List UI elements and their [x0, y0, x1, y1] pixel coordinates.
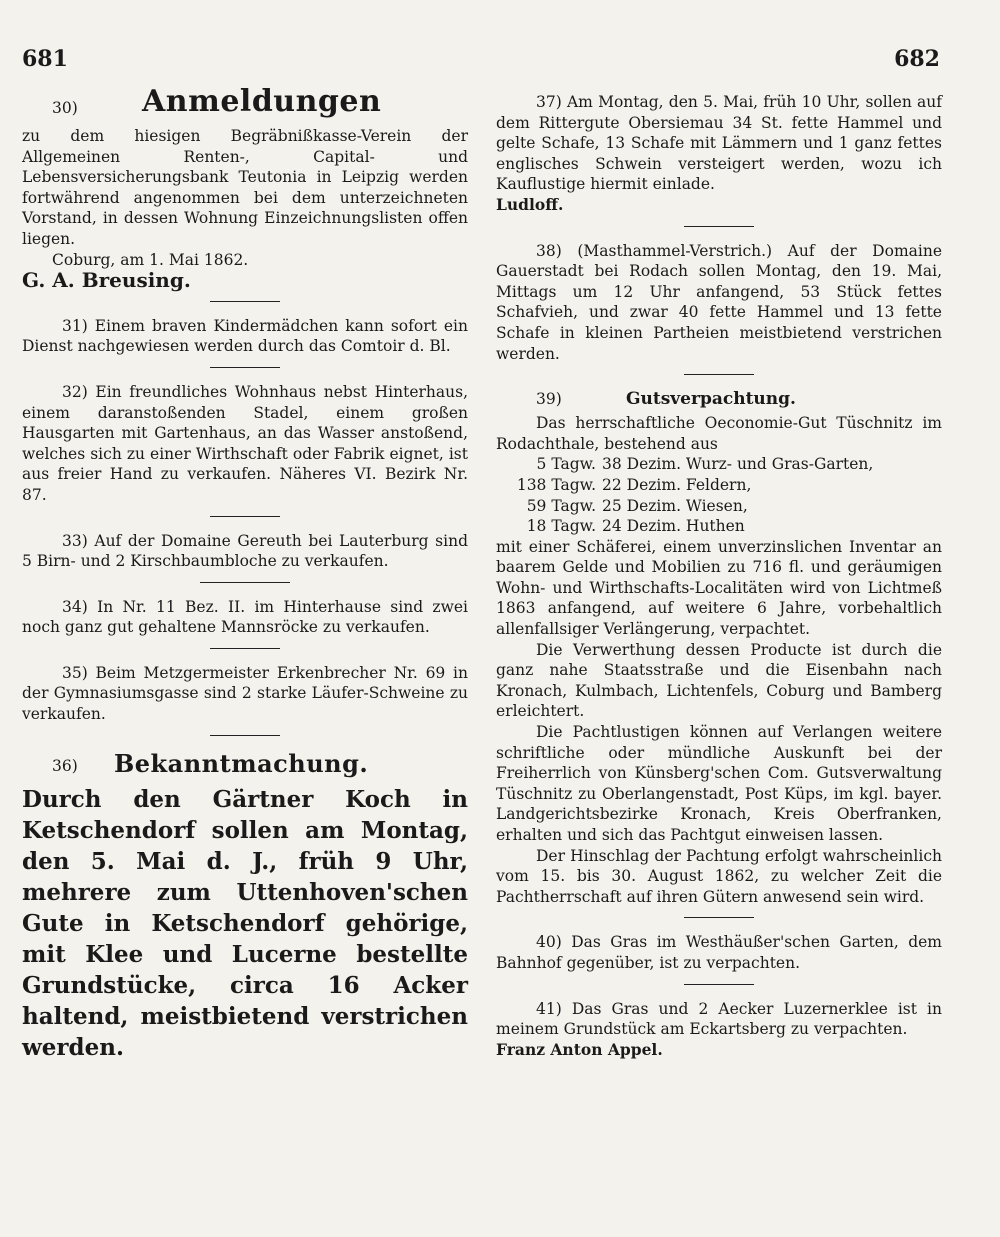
divider — [210, 301, 280, 302]
left-column — [22, 84, 468, 1073]
divider — [684, 917, 754, 918]
land-amount: 5 Tagw. — [536, 455, 596, 474]
notice-paragraph: mit einer Schäferei, einem unverzinslichen Inventar an baarem Gelde und Mobilien zu 716 fl. und geräumigen Wohn- und Wirthschafts-Localitäten wird von Lichtmeß 1863 anfangend, auf weitere 6 Jahre, vorbehaltlich allenfallsiger Verlängerung, verpachtet. — [496, 537, 942, 639]
notice-title: Bekanntmachung. — [114, 748, 369, 778]
divider — [684, 984, 754, 985]
notice-body: 34) In Nr. 11 Bez. II. im Hinterhause sind zwei noch ganz gut gehaltene Mannsröcke zu verkaufen. — [22, 597, 468, 637]
land-amount: 138 Tagw. — [516, 475, 596, 494]
land-description: 25 Dezim. Wiesen, — [602, 496, 748, 515]
notice-intro: Das herrschaftliche Oeconomie-Gut Tüschnitz im Rodachthale, bestehend aus — [496, 414, 942, 453]
notice-number: 36) — [52, 756, 78, 775]
notice-34 — [22, 597, 468, 638]
notice-place-date: Coburg, am 1. Mai 1862. — [52, 250, 249, 269]
notice-body: 38) (Masthammel-Verstrich.) Auf der Domaine Gauerstadt bei Rodach sollen Montag, den 19. Mai, Mittags um 12 Uhr anfangend, 53 Stück fettes Schafvieh, und zwar 40 fette Hammel und 13 fette Schafe in kleinen Partheien meistbietend verstrichen werden. — [496, 241, 942, 363]
land-amount: 59 Tagw. — [526, 496, 596, 515]
notice-39 — [496, 389, 942, 907]
notice-body: 31) Einem braven Kindermädchen kann sofort ein Dienst nachgewiesen werden durch das Comtoir d. Bl. — [22, 316, 468, 356]
right-column — [496, 92, 942, 1070]
notice-32 — [22, 382, 468, 506]
notice-40 — [496, 932, 942, 973]
divider — [684, 226, 754, 227]
land-row — [496, 516, 942, 537]
notice-paragraph: Die Verwerthung dessen Producte ist durch die ganz nahe Staatsstraße und die Eisenbahn nach Kronach, Kulmbach, Lichtenfels, Coburg und Bamberg erleichtert. — [496, 640, 942, 721]
divider — [210, 735, 280, 736]
land-row — [496, 475, 942, 496]
notice-paragraph: Die Pachtlustigen können auf Verlangen weitere schriftliche oder mündliche Auskunft bei der Freiherrlich von Künsberg'schen Com. Gutsverwaltung Tüschnitz zu Oberlangenstadt, Post Küps, im kgl. bayer. Landgerichtsbezirke Kronach, Kreis Oberfranken, erhalten und sich das Pachtgut einweisen lassen. — [496, 723, 942, 844]
land-amount: 18 Tagw. — [526, 517, 596, 536]
notice-signature: Franz Anton Appel. — [496, 1039, 663, 1059]
notice-body: Durch den Gärtner Koch in Ketschendorf sollen am Montag, den 5. Mai d. J., früh 9 Uhr, mehrere zum Uttenhoven'schen Gute in Ketschendorf gehörige, mit Klee und Lucerne bestellte Grundstücke, circa 16 Acker haltend, meistbietend verstrichen werden. — [22, 785, 468, 1061]
land-description: 24 Dezim. Huthen — [602, 517, 745, 536]
notice-body: 35) Beim Metzgermeister Erkenbrecher Nr. 69 in der Gymnasiumsgasse sind 2 starke Läufer-Schweine zu verkaufen. — [22, 663, 468, 724]
notice-38 — [496, 241, 942, 365]
notice-title: Gutsverpachtung. — [626, 389, 796, 410]
notice-31 — [22, 316, 468, 357]
notice-number: 39) — [536, 390, 562, 409]
notice-33 — [22, 531, 468, 572]
notice-paragraph: Der Hinschlag der Pachtung erfolgt wahrscheinlich vom 15. bis 30. August 1862, zu welcher Zeit die Pachtherrschaft auf ihren Gütern anwesend sein wird. — [496, 846, 942, 906]
notice-signature: G. A. Breusing. — [22, 268, 191, 293]
notice-body: 41) Das Gras und 2 Aecker Luzernerklee ist in meinem Grundstück am Eckartsberg zu verpachten. — [496, 999, 942, 1039]
page-number-left: 681 — [22, 46, 68, 72]
notice-35 — [22, 663, 468, 725]
notice-body: 37) Am Montag, den 5. Mai, früh 10 Uhr, sollen auf dem Rittergute Obersiemau 34 St. fette Hammel und gelte Schafe, 13 Schafe mit Lämmern und 1 ganz fettes englisches Schwein versteigert werden, wozu ich Kauflustige hiermit einlade. — [496, 93, 942, 194]
land-description: 22 Dezim. Feldern, — [602, 475, 752, 494]
notice-41 — [496, 999, 942, 1061]
notice-body: 32) Ein freundliches Wohnhaus nebst Hinterhaus, einem daranstoßenden Stadel, einem großen Hausgarten mit Gartenhaus, an das Wasser anstoßend, welches sich zu einer Wirthschaft oder Fabrik eignet, ist aus freier Hand zu verkaufen. Näheres VI. Bezirk Nr. 87. — [22, 382, 468, 504]
notice-number: 30) — [52, 99, 78, 117]
divider — [200, 582, 290, 583]
notice-36 — [22, 750, 468, 1063]
page-number-right: 682 — [894, 46, 940, 72]
notice-37 — [496, 92, 942, 216]
notice-signature: Ludloff. — [496, 194, 564, 214]
divider — [210, 648, 280, 649]
notice-body: 33) Auf der Domaine Gereuth bei Lauterburg sind 5 Birn- und 2 Kirschbaumbloche zu verkaufen. — [22, 531, 468, 571]
notice-body: zu dem hiesigen Begräbnißkasse-Verein der Allgemeinen Renten-, Capital- und Lebensversicherungsbank Teutonia in Leipzig werden fortwährend angenommen bei dem unterzeichneten Vorstand, in dessen Wohnung Einzeichnungslisten offen liegen. — [22, 127, 468, 248]
land-description: 38 Dezim. Wurz- und Gras-Garten, — [602, 455, 874, 474]
notice-body: 40) Das Gras im Westhäußer'schen Garten, dem Bahnhof gegenüber, ist zu verpachten. — [496, 933, 942, 972]
notice-30 — [22, 84, 468, 293]
land-row — [496, 454, 942, 475]
divider — [210, 516, 280, 517]
land-row — [496, 496, 942, 517]
notice-title: Anmeldungen — [142, 84, 382, 119]
divider — [210, 367, 280, 368]
divider — [684, 374, 754, 375]
